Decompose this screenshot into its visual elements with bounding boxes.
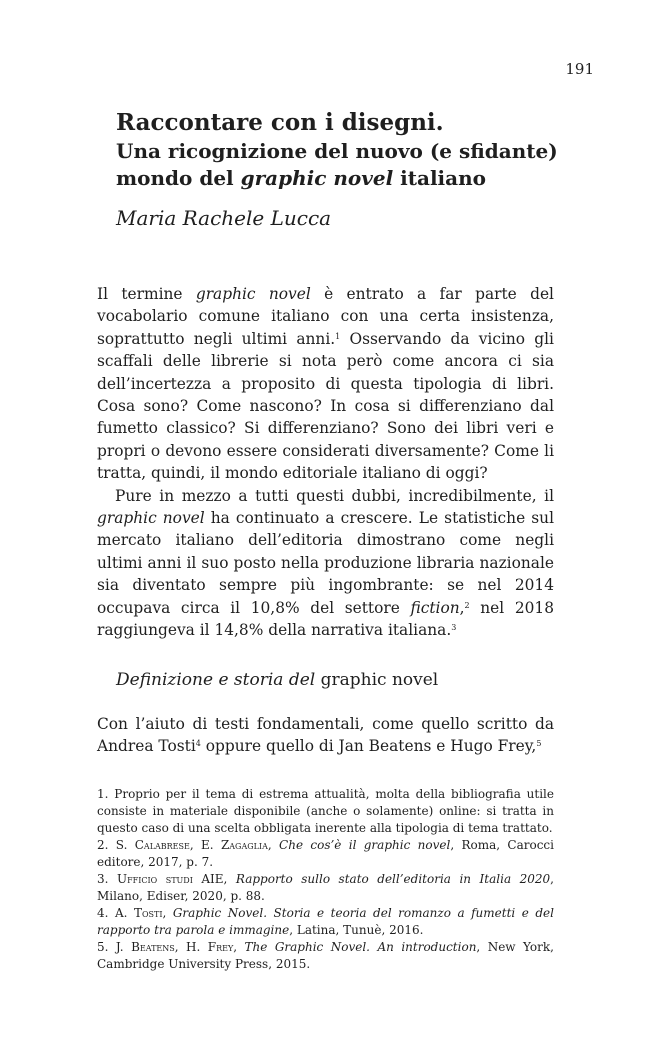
text-run: Pure in mezzo a tutti questi dubbi, incredibilmente, il bbox=[115, 486, 554, 505]
text-run: oppure quello di Jan Beatens e Hugo Frey, bbox=[200, 737, 537, 756]
text-run: è entrato a far parte del vocabolario comune italiano con una certa insistenza, soprattutto negli ultimi anni. bbox=[97, 285, 554, 348]
work-title: Graphic Novel. Storia e teoria del romanzo a fumetti e del rapporto tra parola e immagine bbox=[97, 906, 554, 937]
text-run: ha continuato a crescere. Le statistiche sul mercato italiano dell’editoria dimostrano come negli ultimi anni il suo posto nella produzione libraria nazionale sia diventato sempre più ingombrante: se nel 2014 occupava circa il 10,8% del settore bbox=[97, 509, 554, 617]
text-run: , Roma, Carocci editore, 2017, p. 7. bbox=[97, 838, 554, 869]
subtitle-italic-term: graphic novel bbox=[240, 166, 394, 190]
text-run: Osservando da vicino gli scaffali delle librerie si nota però come ancora ci sia dell’incertezza a proposito di questa tipologia di libri. Cosa sono? Come nascono? In cosa si differenziano dal fumetto classico? Si differenziano? Sono dei libri veri e propri o devono essere considerati diversamente? Come li tratta, quindi, il mondo editoriale italiano di oggi? bbox=[97, 329, 554, 483]
footnote-ref-3: 3 bbox=[451, 623, 457, 633]
italic-term: graphic novel bbox=[97, 509, 205, 528]
author-surname: Tosti bbox=[133, 906, 163, 920]
text-run: Con l’aiuto di testi fondamentali, come quello scritto da Andrea Tosti bbox=[97, 715, 554, 756]
text-run: , Latina, Tunuè, 2016. bbox=[289, 923, 424, 937]
text-run: Il termine bbox=[97, 285, 196, 303]
footnote-ref-2: 2 bbox=[464, 600, 470, 610]
author-surname: Ufficio studi AIE bbox=[116, 872, 224, 886]
footnotes bbox=[97, 786, 554, 973]
page-number: 191 bbox=[565, 60, 594, 78]
text-run: 2. S. bbox=[97, 838, 135, 852]
text-run: , H. bbox=[174, 940, 208, 954]
footnote-2 bbox=[97, 837, 554, 871]
footnote-ref-4: 4 bbox=[195, 739, 201, 749]
author-surname: Calabrese bbox=[134, 838, 190, 852]
chapter-header bbox=[116, 108, 596, 231]
subtitle-line-1: Una ricognizione del nuovo (e sfidante) bbox=[116, 139, 558, 163]
text-run: , New York, Cambridge University Press, 2015. bbox=[97, 940, 554, 971]
paragraph-3 bbox=[97, 713, 554, 758]
chapter-subtitle bbox=[116, 138, 596, 192]
text-run: , bbox=[223, 872, 236, 886]
footnote-1: 1. Proprio per il tema di estrema attualità, molta della bibliografia utile consiste in materiale disponibile (anche o solamente) online: si tratta in questo caso di una scelta obbligata inerente alla tipologia di tema trattato. bbox=[97, 787, 554, 835]
text-run: 3. bbox=[97, 872, 117, 886]
body-text bbox=[97, 283, 554, 642]
footnote-ref-5: 5 bbox=[536, 739, 542, 749]
author-surname: Zagaglia bbox=[220, 838, 268, 852]
text-run: nel 2018 raggiungeva il 14,8% della narrativa italiana. bbox=[97, 598, 554, 640]
footnote-ref-1: 1 bbox=[335, 331, 341, 341]
text-run: 4. A. bbox=[97, 906, 134, 920]
text-run: , Milano, Ediser, 2020, p. 88. bbox=[97, 872, 554, 903]
author-surname: Frey bbox=[207, 940, 234, 954]
work-title: Rapporto sullo stato dell’editoria in Italia 2020 bbox=[235, 872, 551, 886]
text-run: , bbox=[267, 838, 280, 852]
paragraph-2 bbox=[97, 485, 554, 642]
text-run: , bbox=[459, 598, 465, 617]
paragraph-1 bbox=[97, 283, 554, 485]
section-heading bbox=[116, 668, 438, 692]
footnote-5 bbox=[97, 939, 554, 973]
italic-term: fiction bbox=[410, 598, 460, 617]
footnote-3 bbox=[97, 871, 554, 905]
italic-term: graphic novel bbox=[195, 285, 311, 303]
author-surname: Beatens bbox=[131, 940, 175, 954]
section-heading-rest: graphic novel bbox=[315, 670, 439, 690]
subtitle-line-2-start: mondo del bbox=[116, 166, 241, 190]
text-run: , bbox=[233, 940, 245, 954]
footnote-4 bbox=[97, 905, 554, 939]
chapter-title: Raccontare con i disegni. bbox=[116, 109, 444, 136]
work-title: Che cos’è il graphic novel bbox=[279, 838, 451, 852]
text-run: 5. J. bbox=[97, 940, 132, 954]
work-title: The Graphic Novel. An introduction bbox=[244, 940, 477, 954]
subtitle-line-2-end: italiano bbox=[393, 166, 486, 190]
text-run: , E. bbox=[189, 838, 221, 852]
section-heading-italic: Definizione e storia del bbox=[116, 670, 316, 690]
text-run: , bbox=[162, 906, 173, 920]
author-name: Maria Rachele Lucca bbox=[116, 206, 332, 230]
